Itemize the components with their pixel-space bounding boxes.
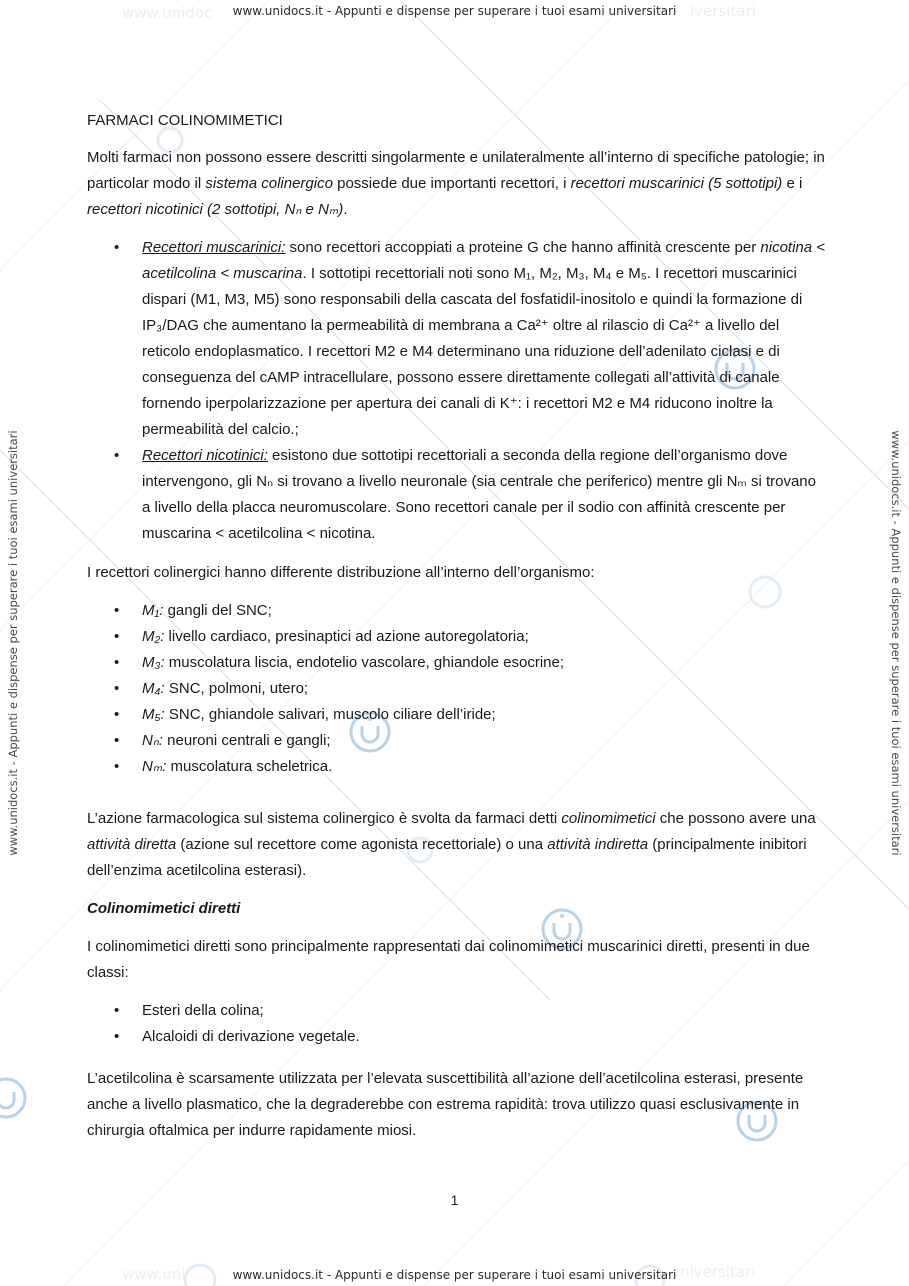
- list-item: • M₂: livello cardiaco, presinaptici ad azione autoregolatoria;: [87, 624, 827, 650]
- watermark-ghost-left: www.unidoc: [122, 4, 213, 22]
- document-body: [87, 108, 827, 1156]
- list-item: • M₅: SNC, ghiandole salivari, muscolo ciliare dell’iride;: [87, 702, 827, 728]
- watermark-ghost-bottom-right: niversitari: [680, 1263, 756, 1281]
- direct-intro: I colinomimetici diretti sono principalmente rappresentati dai colinomimetici muscarinici diretti, presenti in due classi:: [87, 938, 810, 981]
- intro-paragraph: Molti farmaci non possono essere descritti singolarmente e unilateralmente all’interno di specifiche patologie; in particolar modo il sistema colinergico possiede due importanti recettori, i recettori muscarinici (5 sottotipi) e i recettori nicotinici (2 sottotipi, Nₙ e Nₘ).: [87, 149, 825, 218]
- distribution-intro: I recettori colinergici hanno differente distribuzione all’interno dell’organismo:: [87, 564, 595, 581]
- page-number: 1: [450, 1192, 459, 1208]
- classes-list: [87, 998, 827, 1050]
- list-item: • M₄: SNC, polmoni, utero;: [87, 676, 827, 702]
- list-item: • M₃: muscolatura liscia, endotelio vascolare, ghiandole esocrine;: [87, 650, 827, 676]
- section-heading: Colinomimetici diretti: [87, 900, 241, 917]
- watermark-ghost-bottom-left: www.uni: [122, 1265, 186, 1283]
- list-item: • M₁: gangli del SNC;: [87, 598, 827, 624]
- watermark-ghost-right: iversitari: [690, 2, 756, 20]
- list-item: • Nₘ: muscolatura scheletrica.: [87, 754, 827, 780]
- watermark-banner-left: www.unidocs.it - Appunti e dispense per superare i tuoi esami universitari: [6, 430, 20, 856]
- watermark-banner-bottom: www.unidocs.it - Appunti e dispense per superare i tuoi esami universitari: [232, 1268, 677, 1282]
- action-paragraph: L’azione farmacologica sul sistema colinergico è svolta da farmaci detti colinomimetici che possono avere una attività diretta (azione sul recettore come agonista recettoriale) o una attività indiretta (principalmente inibitori dell’enzima acetilcolina esterasi).: [87, 810, 816, 879]
- watermark-banner-top: www.unidocs.it - Appunti e dispense per superare i tuoi esami universitari: [232, 4, 677, 18]
- list-item: • Alcaloidi di derivazione vegetale.: [87, 1024, 827, 1050]
- acetylcholine-paragraph: L’acetilcolina è scarsamente utilizzata per l’elevata suscettibilità all’azione dell’acetilcolina esterasi, presente anche a livello plasmatico, che la degraderebbe con estrema rapidità: trova utilizzo quasi esclusivamente in chirurgia oftalmica per indurre rapidamente miosi.: [87, 1070, 804, 1139]
- distribution-list: [87, 598, 827, 780]
- list-item: • Esteri della colina;: [87, 998, 827, 1024]
- watermark-banner-right: www.unidocs.it - Appunti e dispense per superare i tuoi esami universitari: [889, 430, 903, 856]
- receptor-list: [87, 235, 827, 547]
- list-item: • Nₙ: neuroni centrali e gangli;: [87, 728, 827, 754]
- list-item-nicotinic: • Recettori nicotinici: esistono due sottotipi recettoriali a seconda della regione dell’organismo dove intervengono, gli Nₙ si trovano a livello neuronale (sia centrale che periferico) mentre gli Nₘ si trovano a livello della placca neuromuscolare. Sono recettori canale per il sodio con affinità crescente per muscarina < acetilcolina < nicotina.: [87, 443, 827, 547]
- document-title: FARMACI COLINOMIMETICI: [87, 112, 283, 129]
- list-item-muscarinic: • Recettori muscarinici: sono recettori accoppiati a proteine G che hanno affinità crescente per nicotina < acetilcolina < muscarina. I sottotipi recettoriali noti sono M₁, M₂, M₃, M₄ e M₅. I recettori muscarinici dispari (M1, M3, M5) sono responsabili della cascata del fosfatidil-inositolo e quindi la formazione di IP₃/DAG che aumentano la permeabilità di membrana a Ca²⁺ oltre al rilascio di Ca²⁺ a livello del reticolo endoplasmatico. I recettori M2 e M4 determinano una riduzione dell’adenilato ciclasi e di conseguenza del cAMP intracellulare, possono essere direttamente collegati all’attività di canale fornendo iperpolarizzazione per apertura dei canali di K⁺: i recettori M2 e M4 riducono inoltre la permeabilità del calcio.;: [87, 235, 827, 443]
